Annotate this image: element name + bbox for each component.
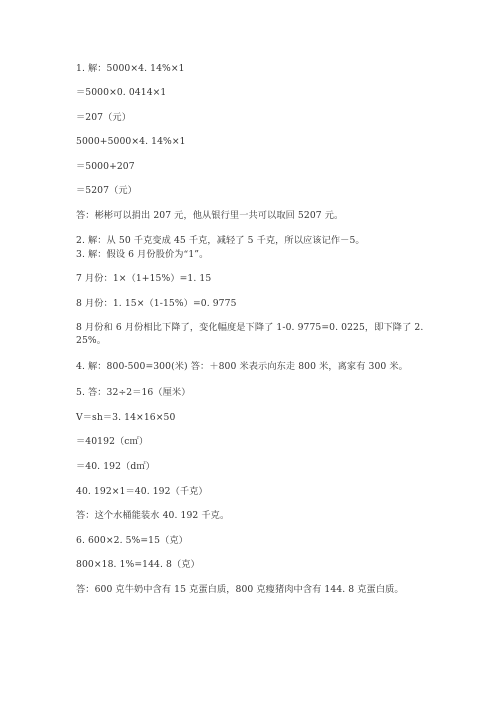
problem-4-solution: 4. 解：800-500=300(米) 答：＋800 米表示向东走 800 米，离家有 300 米。 — [76, 361, 408, 372]
problem-1-step-3: ＝207（元） — [76, 112, 131, 123]
problem-1-step-5: ＝5000+207 — [76, 161, 135, 172]
problem-1-step-6: ＝5207（元） — [76, 185, 137, 196]
problem-1-step-1: 1. 解：5000×4. 14%×1 — [76, 63, 185, 74]
problem-3-assumption: 3. 解：假设 6 月份股价为“1”。 — [76, 249, 209, 260]
problem-3-conclusion: 8 月份和 6 月份相比下降了，变化幅度是下降了 1-0. 9775=0. 0225，即下降了 2. 25%。 — [76, 322, 424, 346]
problem-6-step-2: 800×18. 1%=144. 8（克） — [76, 559, 200, 570]
problem-1-step-2: ＝5000×0. 0414×1 — [76, 87, 167, 98]
problem-5-answer: 答：这个水桶能装水 40. 192 千克。 — [76, 510, 230, 521]
problem-5-step-3: ＝40192（c㎡） — [76, 436, 149, 447]
problem-5-step-5: 40. 192×1＝40. 192（千克） — [76, 486, 208, 497]
problem-2-solution: 2. 解：从 50 千克变成 45 千克，减轻了 5 千克，所以应该记作－5。 — [76, 235, 365, 246]
problem-3-august: 8 月份：1. 15×（1-15%）=0. 9775 — [76, 298, 237, 309]
problem-6-answer: 答：600 克牛奶中含有 15 克蛋白质，800 克瘦猪肉中含有 144. 8 克蛋白质。 — [76, 584, 404, 595]
problem-5-step-4: ＝40. 192（d㎡） — [76, 461, 155, 472]
problem-5-step-2: V＝sh＝3. 14×16×50 — [76, 412, 176, 423]
problem-5-step-1: 5. 答：32÷2＝16（厘米） — [76, 387, 191, 398]
problem-6-step-1: 6. 600×2. 5%=15（克） — [76, 535, 188, 546]
problem-1-step-4: 5000+5000×4. 14%×1 — [76, 136, 186, 147]
problem-1-answer: 答：彬彬可以捐出 207 元，他从银行里一共可以取回 5207 元。 — [76, 210, 344, 221]
problem-3-july: 7 月份：1×（1+15%）=1. 15 — [76, 273, 212, 284]
